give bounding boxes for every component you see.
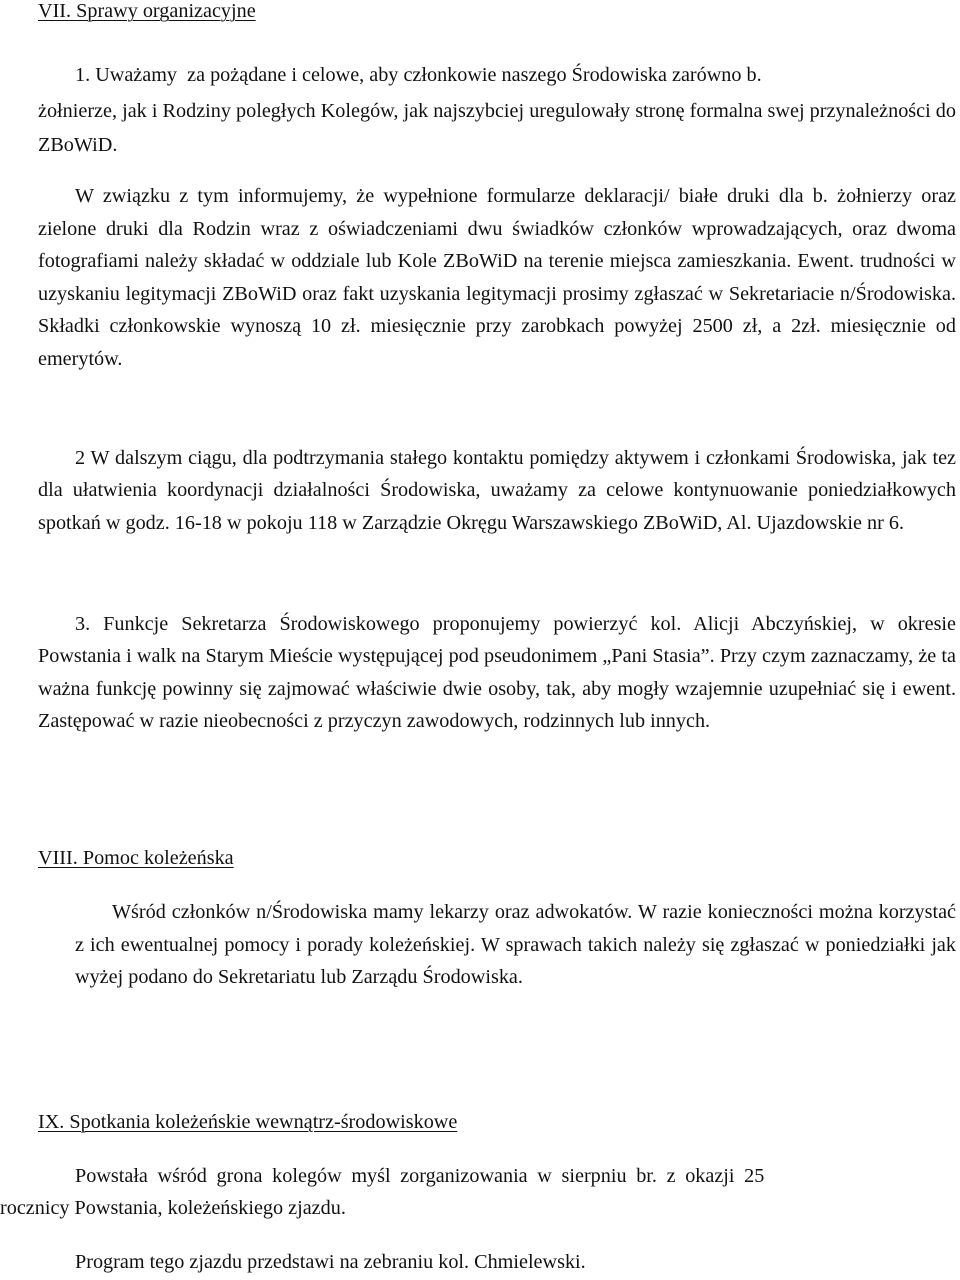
section-vii-para3: 2 W dalszym ciągu, dla podtrzymania stałego kontaktu pomiędzy aktywem i członkami Środowiska, jak tez dla ułatwienia koordynacji działalności Środowiska, uważamy za celowe kontynuowanie poniedziałkowych spotkań w godz. 16-18 w pokoju 118 w Zarządzie Okręgu Warszawskiego ZBoWiD, Al. Ujazdowskie nr 6. (38, 447, 956, 534)
section-vii-para4: 3. Funkcje Sekretarza Środowiskowego proponujemy powierzyć kol. Alicji Abczyńskiej, w okresie Powstania i walk na Starym Mieście występującej pod pseudonimem „Pani Stasia”. Przy czym zaznaczamy, że ta ważna funkcję powinny się zajmować właściwie dwie osoby, tak, aby mogły wzajemnie uzupełniać się i ewent. Zastępować w razie nieobecności z przyczyn zawodowych, rodzinnych lub innych. (38, 613, 956, 733)
section-viii-para1: Wśród członków n/Środowiska mamy lekarzy oraz adwokatów. W razie konieczności można korzystać z ich ewentualnej pomocy i porady koleżeńskiej. W sprawach takich należy się zgłaszać w poniedziałki jak wyżej podano do Sekretariatu lub Zarządu Środowiska. (75, 901, 956, 989)
section-vii-para1-rest: żołnierze, jak i Rodziny poległych Kolegów, jak najszybciej uregulowały stronę formalna swej przynależności do ZBoWiD. (38, 100, 956, 156)
section-vii-para1-first-line: 1. Uważamy za pożądane i celowe, aby członkowie naszego Środowiska zarówno b. (75, 64, 762, 86)
section-ix-para1-second-line: rocznicy Powstania, koleżeńskiego zjazdu. (0, 1197, 346, 1219)
section-vii-title: VII. Sprawy organizacyjne (38, 0, 256, 22)
section-vii-para2: W związku z tym informujemy, że wypełnione formularze deklaracji/ białe druki dla b. żołnierzy oraz zielone druki dla Rodzin wraz z oświadczeniami dwu świadków członków wprowadzających, oraz dwoma fotografiami należy składać w oddziale lub Kole ZBoWiD na terenie miejsca zamieszkania. Ewent. trudności w uzyskaniu legitymacji ZBoWiD oraz fakt uzyskania legitymacji prosimy zgłaszać w Sekretariacie n/Środowiska. Składki członkowskie wynoszą 10 zł. miesięcznie przy zarobkach powyżej 2500 zł, a 2zł. miesięcznie od emerytów. (38, 185, 956, 370)
section-ix-para2: Program tego zjazdu przedstawi na zebraniu kol. Chmielewski. (75, 1251, 586, 1273)
section-ix-title: IX. Spotkania koleżeńskie wewnątrz-środowiskowe (38, 1111, 458, 1133)
section-viii-title: VIII. Pomoc koleżeńska (38, 847, 234, 869)
section-ix-para1-first-line: Powstała wśród grona kolegów myśl zorganizowania w sierpniu br. z okazji 25 (75, 1165, 765, 1187)
